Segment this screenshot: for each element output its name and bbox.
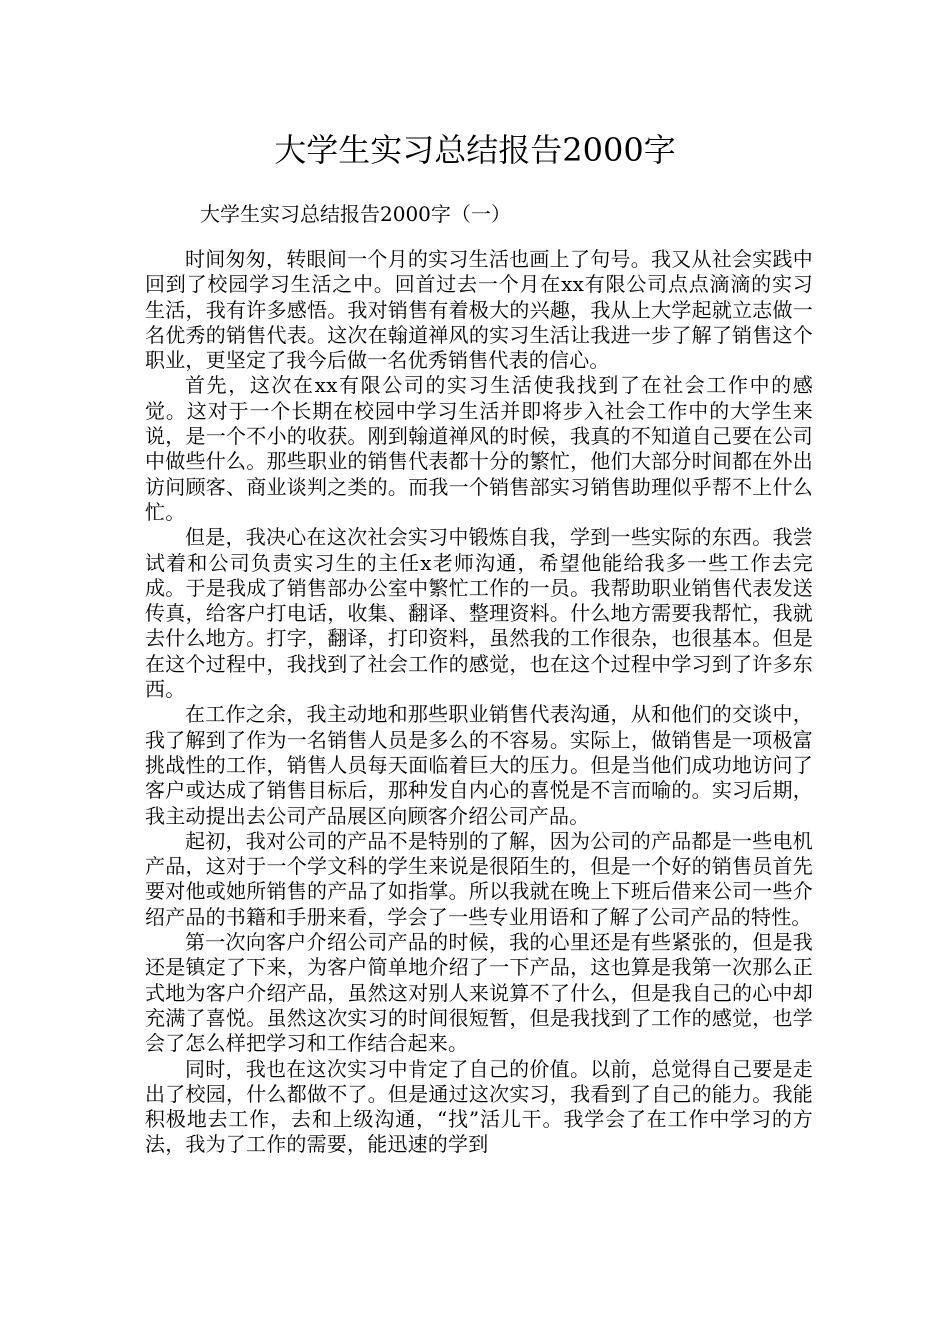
paragraph: 首先，这次在xx有限公司的实习生活使我找到了在社会工作中的感觉。这对于一个长期在校园中学习生活并即将步入社会工作中的大学生来说，是一个不小的收获。刚到翰道禅风的时候，我真的不知道自己要在公司中做些什么。那些职业的销售代表都十分的繁忙，他们大部分时间都在外出访问顾客、商业谈判之类的。而我一个销售部实习销售助理似乎帮不上什么忙。 bbox=[145, 373, 813, 524]
paragraph: 在工作之余，我主动地和那些职业销售代表沟通，从和他们的交谈中，我了解到了作为一名销售人员是多么的不容易。实际上，做销售是一项极富挑战性的工作，销售人员每天面临着巨大的压力。但是当他们成功地访问了客户或达成了销售目标后，那种发自内心的喜悦是不言而喻的。实习后期，我主动提出去公司产品展区向顾客介绍公司产品。 bbox=[145, 702, 813, 828]
paragraph: 第一次向客户介绍公司产品的时候，我的心里还是有些紧张的，但是我还是镇定了下来，为客户简单地介绍了一下产品，这也算是我第一次那么正式地为客户介绍产品，虽然这对别人来说算不了什么，但是我自己的心中却充满了喜悦。虽然这次实习的时间很短暂，但是我找到了工作的感觉，也学会了怎么样把学习和工作结合起来。 bbox=[145, 930, 813, 1056]
section-heading: 大学生实习总结报告2000字（一） bbox=[200, 202, 511, 226]
paragraph: 时间匆匆，转眼间一个月的实习生活也画上了句号。我又从社会实践中回到了校园学习生活之中。回首过去一个月在xx有限公司点点滴滴的实习生活，我有许多感悟。我对销售有着极大的兴趣，我从上大学起就立志做一名优秀的销售代表。这次在翰道禅风的实习生活让我进一步了解了销售这个职业，更坚定了我今后做一名优秀销售代表的信心。 bbox=[145, 247, 813, 373]
document-body bbox=[145, 247, 813, 1158]
paragraph: 起初，我对公司的产品不是特别的了解，因为公司的产品都是一些电机产品，这对于一个学文科的学生来说是很陌生的，但是一个好的销售员首先要对他或她所销售的产品了如指掌。所以我就在晚上下班后借来公司一些介绍产品的书籍和手册来看，学会了一些专业用语和了解了公司产品的特性。 bbox=[145, 828, 813, 929]
document-title: 大学生实习总结报告2000字 bbox=[274, 131, 676, 169]
paragraph: 但是，我决心在这次社会实习中锻炼自我，学到一些实际的东西。我尝试着和公司负责实习生的主任x老师沟通，希望他能给我多一些工作去完成。于是我成了销售部办公室中繁忙工作的一员。我帮助职业销售代表发送传真，给客户打电话，收集、翻译、整理资料。什么地方需要我帮忙，我就去什么地方。打字，翻译，打印资料，虽然我的工作很杂，也很基本。但是在这个过程中，我找到了社会工作的感觉，也在这个过程中学习到了许多东西。 bbox=[145, 525, 813, 702]
paragraph: 同时，我也在这次实习中肯定了自己的价值。以前，总觉得自己要是走出了校园，什么都做不了。但是通过这次实习，我看到了自己的能力。我能积极地去工作，去和上级沟通，“找”活儿干。我学会了在工作中学习的方法，我为了工作的需要，能迅速的学到 bbox=[145, 1056, 813, 1157]
